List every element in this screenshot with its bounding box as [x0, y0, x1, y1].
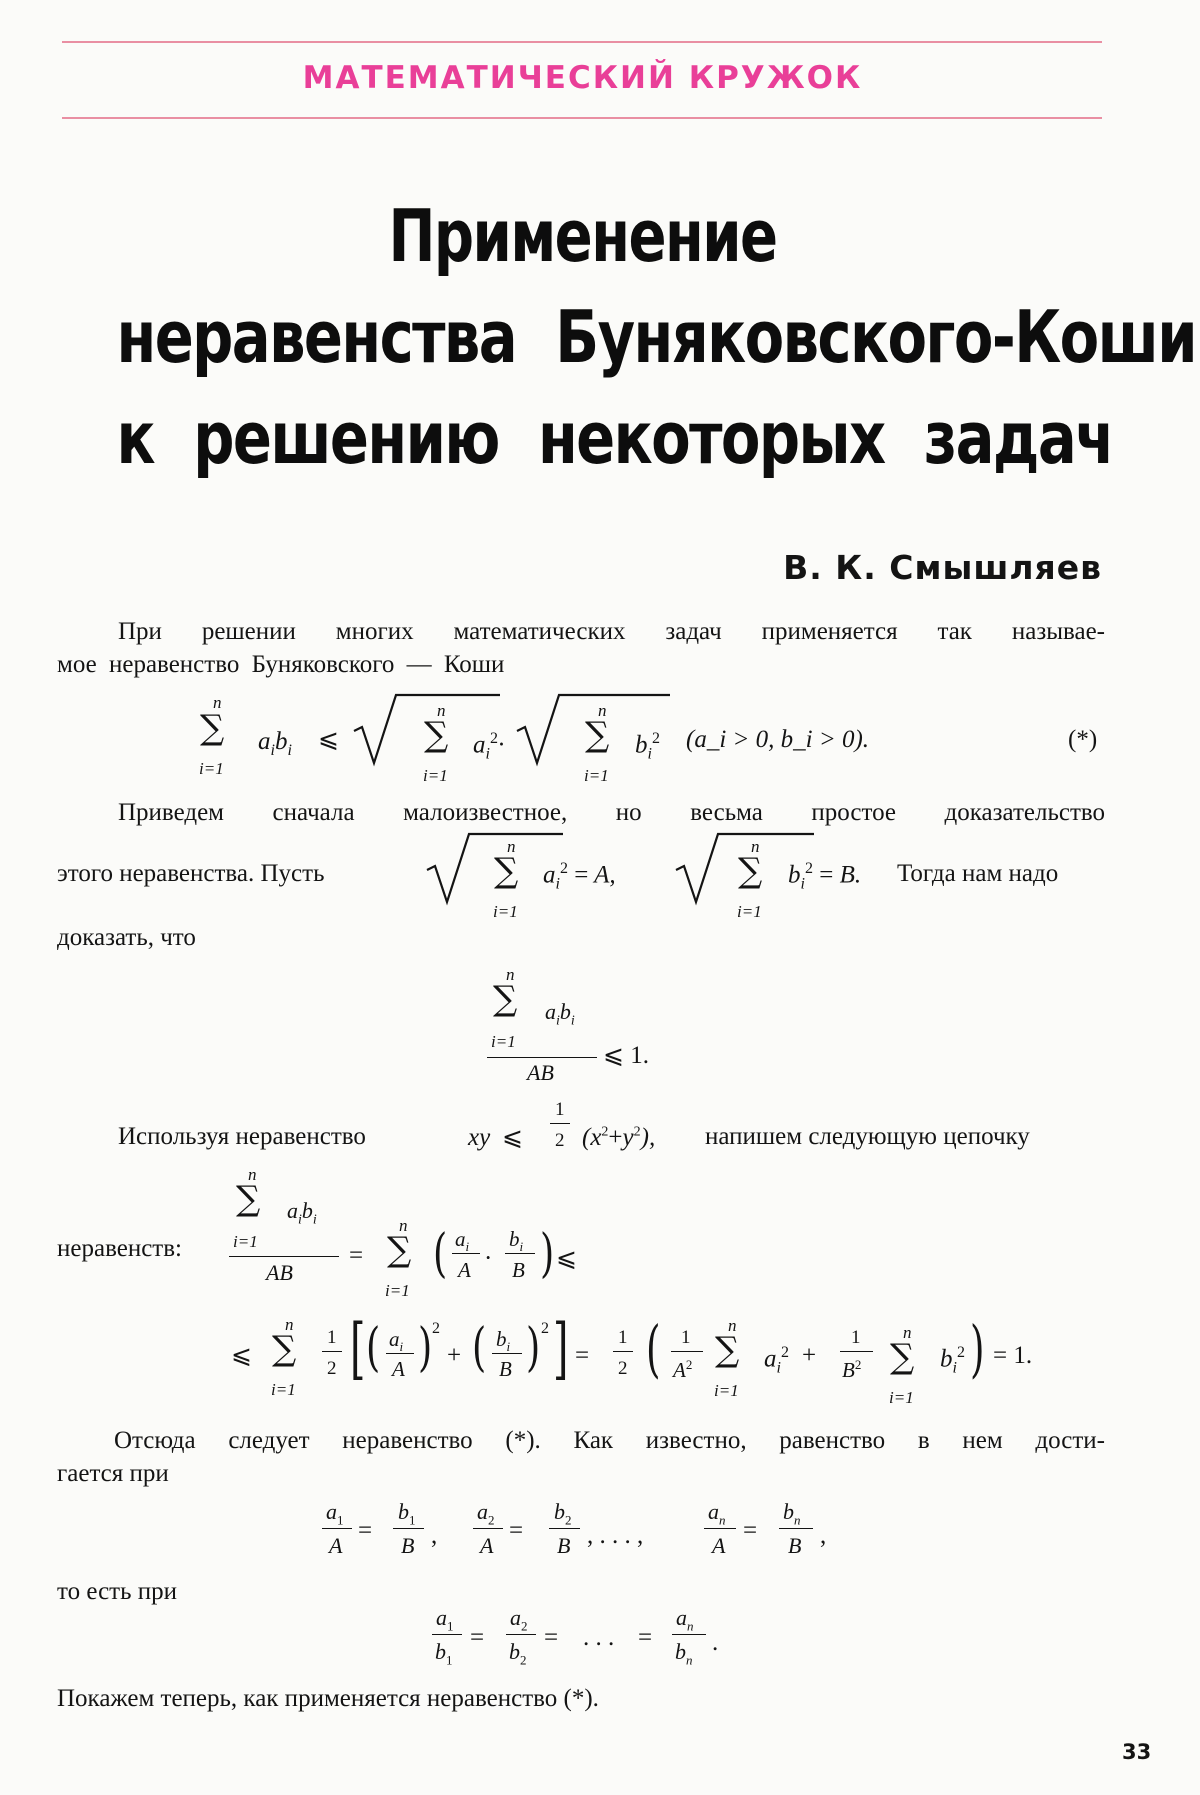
paragraph-3-line-1-start: Используя неравенство [118, 1123, 366, 1150]
title-line-1: Применение [388, 194, 777, 278]
section-rubric: МАТЕМАТИЧЕСКИЙ КРУЖОК [302, 60, 863, 96]
title-line-3: к решению некоторых задач [116, 396, 1114, 480]
paragraph-1-line-1: При решении многих математических задач применяется так называе- [118, 618, 1105, 645]
paragraph-5-line-1: то есть при [57, 1578, 177, 1605]
paragraph-2-line-1: Приведем сначала малоизвестное, но весьма простое доказательство [118, 799, 1105, 826]
article-title [0, 186, 1196, 489]
paragraph-3-line-2: неравенств: [57, 1235, 182, 1262]
paragraph-3-line-1-end: напишем следующую цепочку [705, 1123, 1030, 1150]
paragraph-4-line-1: Отсюда следует неравенство (*). Как известно, равенство в нем дости- [114, 1427, 1105, 1454]
paragraph-2-line-2-end: Тогда нам надо [897, 860, 1059, 887]
page-number: 33 [1122, 1740, 1152, 1764]
paragraph-4-line-2: гается при [57, 1460, 169, 1487]
article-author: В. К. Смышляев [783, 548, 1102, 587]
header-rule-top [62, 41, 1102, 43]
formula-condition: (a_i > 0, b_i > 0). [686, 726, 870, 753]
paragraph-1-line-2: мое неравенство Буняковского — Коши [57, 651, 505, 678]
title-line-2: неравенства Буняковского-Коши [116, 295, 1196, 379]
paragraph-2-line-3: доказать, что [57, 924, 196, 951]
paragraph-6-line-1: Покажем теперь, как применяется неравенство (*). [57, 1685, 599, 1712]
paragraph-2-line-2-start: этого неравенства. Пусть [57, 860, 325, 887]
formula-tag: (*) [1068, 726, 1098, 753]
header-rule-bottom [62, 117, 1102, 119]
